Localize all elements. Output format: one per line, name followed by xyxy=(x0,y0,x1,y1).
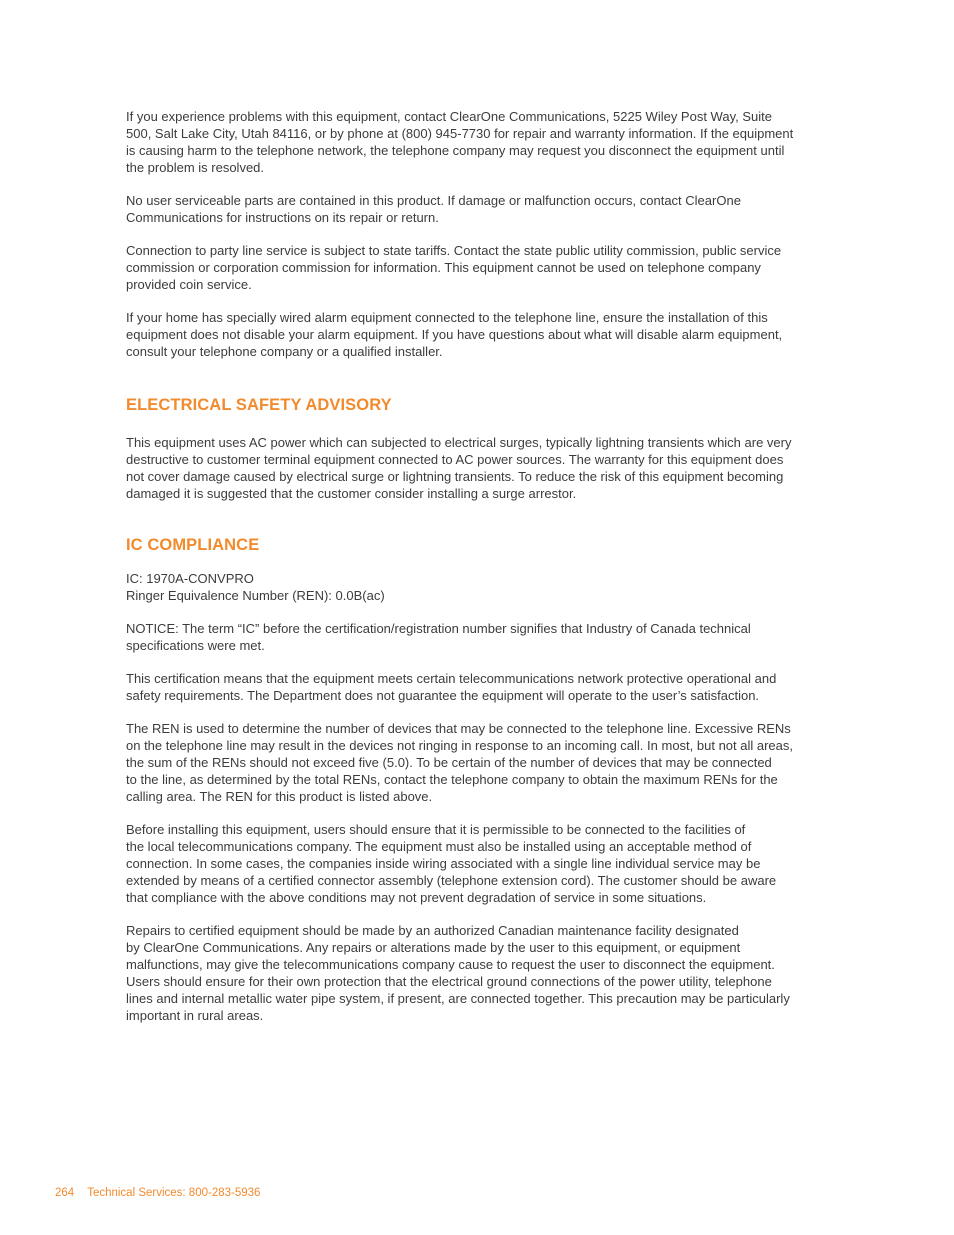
intro-paragraph-party-line: Connection to party line service is subject to state tariffs. Contact the state public utility commission, public service commission or corporation commission for information. This equipment cannot be used on telephone company provided coin service. xyxy=(126,243,782,292)
ic-notice-paragraph: NOTICE: The term “IC” before the certification/registration number signifies that Industry of Canada technical specifications were met. xyxy=(126,621,751,653)
intro-paragraph-serviceable-parts: No user serviceable parts are contained in this product. If damage or malfunction occurs, contact ClearOne Communications for instructions on its repair or return. xyxy=(126,193,741,225)
electrical-safety-section xyxy=(126,395,831,502)
page-footer xyxy=(55,1186,260,1200)
document-body xyxy=(126,108,831,1040)
page-number: 264 xyxy=(55,1187,75,1199)
electrical-paragraph: This equipment uses AC power which can subjected to electrical surges, typically lightning transients which are very destructive to customer terminal equipment connected to AC power sources. The warranty for this equipment does not cover damage caused by electrical surge or lightning transients. To reduce the risk of this equipment becoming damaged it is suggested that the customer consider installing a surge arrestor. xyxy=(126,435,792,501)
section-spacer xyxy=(126,376,831,395)
intro-paragraph-alarm: If your home has specially wired alarm equipment connected to the telephone line, ensure the installation of this equipment does not disable your alarm equipment. If you have questions about what will disable alarm equipment, consult your telephone company or a qualified installer. xyxy=(126,310,783,359)
section-heading: ELECTRICAL SAFETY ADVISORY xyxy=(126,396,392,414)
ic-identifier-paragraph: IC: 1970A-CONVPRO Ringer Equivalence Number (REN): 0.0B(ac) xyxy=(126,571,385,603)
ic-certification-paragraph: This certification means that the equipment meets certain telecommunications network protective operational and safety requirements. The Department does not guarantee the equipment will operate to the user’s satisfaction. xyxy=(126,671,777,703)
ic-installation-paragraph: Before installing this equipment, users should ensure that it is permissible to be connected to the facilities of the local telecommunications company. The equipment must also be installed using an acceptable method of connection. In some cases, the companies inside wiring associated with a single line individual service may be extended by means of a certified connector assembly (telephone extension cord). The customer should be aware that compliance with the above conditions may not prevent degradation of service in some situations. xyxy=(126,822,777,905)
ic-compliance-section xyxy=(126,535,831,1024)
section-heading: IC COMPLIANCE xyxy=(126,536,260,554)
footer-support-phone: Technical Services: 800-283-5936 xyxy=(87,1187,261,1199)
ic-ren-paragraph: The REN is used to determine the number of devices that may be connected to the telephone line. Excessive RENs on the telephone line may result in the devices not ringing in response to an incoming call. In most, but not all areas, the sum of the RENs should not exceed five (5.0). To be certain of the number of devices that may be connected to the line, as determined by the total RENs, contact the telephone company to obtain the maximum RENs for the calling area. The REN for this product is listed above. xyxy=(126,721,793,804)
section-spacer xyxy=(126,518,831,535)
intro-paragraph-contact: If you experience problems with this equipment, contact ClearOne Communications, 5225 Wiley Post Way, Suite 500, Salt Lake City, Utah 84116, or by phone at (800) 945-7730 for repair and warranty information. If the equipment is causing harm to the telephone network, the telephone company may request you disconnect the equipment until the problem is resolved. xyxy=(126,109,794,175)
ic-repairs-paragraph: Repairs to certified equipment should be made by an authorized Canadian maintenance facility designated by ClearOne Communications. Any repairs or alterations made by the user to this equipment, or equipment malfunctions, may give the telecommunications company cause to request the user to disconnect the equipment. Users should ensure for their own protection that the electrical ground connections of the power utility, telephone lines and internal metallic water pipe system, if present, are connected together. This precaution may be particularly important in rural areas. xyxy=(126,923,790,1023)
